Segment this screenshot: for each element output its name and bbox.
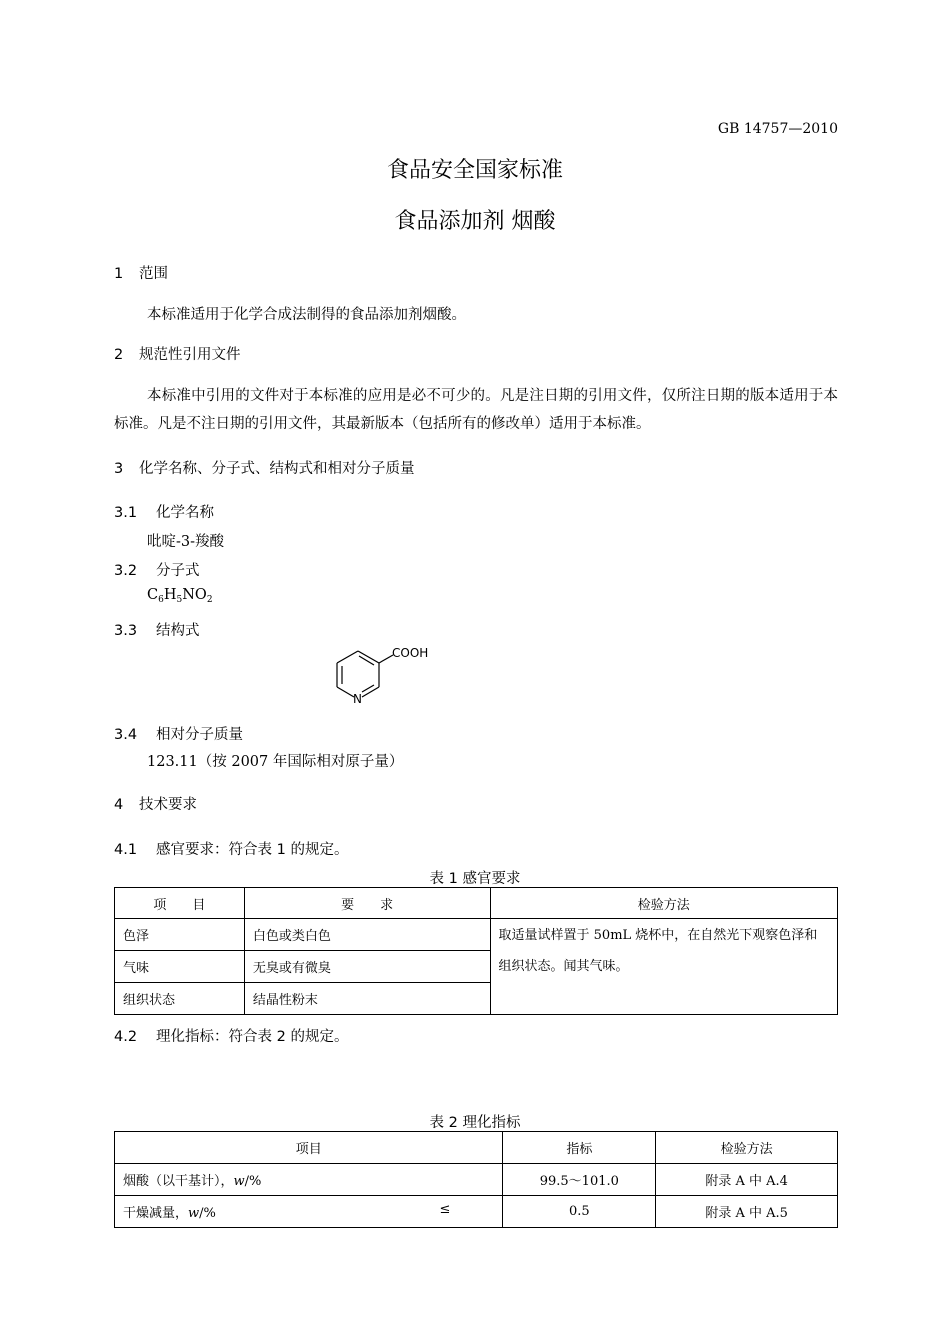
column-header: 要 求 <box>244 888 490 919</box>
section-label: 技术要求 <box>139 797 197 813</box>
table-row <box>115 1196 838 1228</box>
requirement-cell: 白色或类白色 <box>244 919 490 951</box>
section-3-2-heading <box>114 559 200 580</box>
method-cell: 取适量试样置于 50mL 烧杯中，在自然光下观察色泽和组织状态。闻其气味。 <box>490 919 837 1015</box>
ring-nitrogen-label: N <box>353 692 362 706</box>
section-3-heading <box>114 457 415 478</box>
section-4-2-heading <box>114 1025 348 1046</box>
item-cell: 组织状态 <box>115 983 245 1015</box>
standard-code: GB 14757—2010 <box>717 121 838 137</box>
value-cell: 99.5～101.0 <box>503 1164 656 1196</box>
document-subtitle: 食品添加剂 烟酸 <box>394 209 556 234</box>
section-label: 理化指标：符合表 2 的规定。 <box>156 1029 349 1045</box>
section-number: 3.1 <box>114 505 138 521</box>
limit-symbol: ≤ <box>439 1202 451 1217</box>
column-header: 指标 <box>503 1132 656 1164</box>
table-header-row <box>115 1132 838 1164</box>
section-4-1-heading <box>114 838 348 859</box>
method-cell: 附录 A 中 A.4 <box>656 1164 838 1196</box>
document-title: 食品安全国家标准 <box>386 158 563 183</box>
item-cell: 色泽 <box>115 919 245 951</box>
structural-formula <box>325 640 445 712</box>
section-number: 3.2 <box>114 563 138 579</box>
section-label: 化学名称、分子式、结构式和相对分子质量 <box>139 461 415 477</box>
section-1-heading <box>114 262 168 283</box>
section-2-text: 本标准中引用的文件对于本标准的应用是必不可少的。凡是注日期的引用文件，仅所注日期的版本适用于本标准。凡是不注日期的引用文件，其最新版本（包括所有的修改单）适用于本标准。 <box>114 388 838 432</box>
section-label: 规范性引用文件 <box>139 347 241 363</box>
substituent-label: COOH <box>392 646 429 660</box>
section-label: 分子式 <box>156 563 200 579</box>
molecular-mass: 123.11（按 2007 年国际相对原子量） <box>147 754 404 770</box>
requirement-cell: 无臭或有微臭 <box>244 951 490 983</box>
section-3-3-heading <box>114 619 200 640</box>
physicochemical-table <box>114 1131 838 1228</box>
section-label: 范围 <box>139 266 168 282</box>
molecular-formula: $C_6H_5NO_2$ <box>147 587 213 605</box>
section-1-text: 本标准适用于化学合成法制得的食品添加剂烟酸。 <box>147 307 466 323</box>
sensory-table <box>114 887 838 1015</box>
item-cell: 烟酸（以干基计），w/% <box>115 1164 503 1196</box>
section-label: 结构式 <box>156 623 200 639</box>
chemical-name: 吡啶-3-羧酸 <box>147 534 225 550</box>
section-number: 2 <box>114 347 124 363</box>
section-3-1-heading <box>114 501 214 522</box>
section-number: 1 <box>114 266 124 282</box>
column-header: 项目 <box>115 1132 503 1164</box>
section-2-heading <box>114 343 241 364</box>
table-row <box>115 919 838 951</box>
section-number: 3.3 <box>114 623 138 639</box>
section-number: 4.2 <box>114 1029 138 1045</box>
table-1-caption: 表 1 感官要求 <box>429 871 521 887</box>
table-2-caption: 表 2 理化指标 <box>429 1115 521 1131</box>
column-header: 项 目 <box>115 888 245 919</box>
section-number: 3 <box>114 461 124 477</box>
section-label: 相对分子质量 <box>156 727 243 743</box>
item-cell: 干燥减量，w/% ≤ <box>115 1196 503 1228</box>
section-3-4-heading <box>114 723 243 744</box>
section-label: 化学名称 <box>156 505 214 521</box>
column-header: 检验方法 <box>656 1132 838 1164</box>
table-header-row <box>115 888 838 919</box>
section-4-heading <box>114 793 197 814</box>
requirement-cell: 结晶性粉末 <box>244 983 490 1015</box>
section-number: 4 <box>114 797 124 813</box>
column-header: 检验方法 <box>490 888 837 919</box>
value-cell: 0.5 <box>503 1196 656 1228</box>
section-label: 感官要求：符合表 1 的规定。 <box>156 842 349 858</box>
method-cell: 附录 A 中 A.5 <box>656 1196 838 1228</box>
item-cell: 气味 <box>115 951 245 983</box>
section-number: 4.1 <box>114 842 138 858</box>
table-row <box>115 1164 838 1196</box>
section-number: 3.4 <box>114 727 138 743</box>
